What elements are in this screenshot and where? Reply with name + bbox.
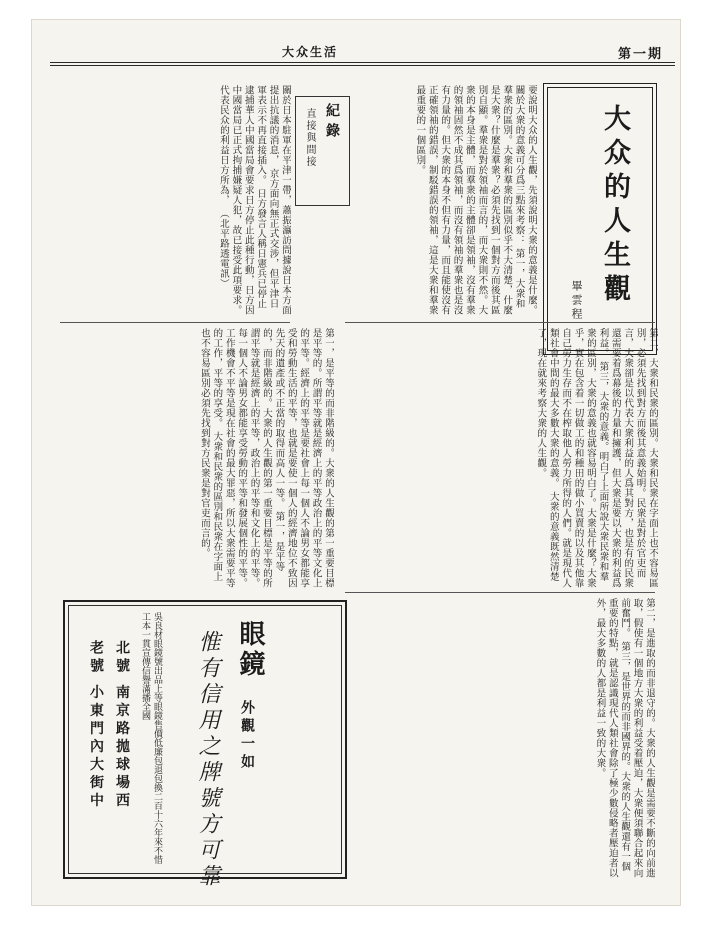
article-left-1: 第一，是平等的，而非階級的。大衆的人生觀的第一重要目標是平等的所謂平等就是經濟上的平等，政治上的平等和文化上的平等。 [248,328,285,588]
article-para-2: 關於大衆的意義可分爲三點來考察： [513,85,525,245]
article-left-2: 每一個人不論男女都能享受勞動的平等和發展個性的平等。工作機會不平等是現在社會的最大罪惡，所以大衆需要平等的工作，平等的享受。 [211,328,248,588]
article-para-3: 第一，大衆和羣衆的區別。大衆和羣衆的區別似乎不大清楚，什麼是大衆？什麼是羣衆？必須先找到一個對方而後其區別自顯。羣衆是對於領袖而言的，而大衆則不然。大衆的本身是主體，而羣衆的主體卻是領袖，沒有羣衆的領袖固然不成其爲領袖，而沒有領袖的羣衆也是沒有力量的。但大衆的本身不但有力量，而且能使沒有正確領袖的錯誤，制駁錯誤的領袖，這是大衆和羣衆最重要的一個區別。 [414,85,525,315]
article-para-6: 大衆的意義既然清楚了，現在就來考察大衆的人生觀。 [535,328,559,582]
memo-body [76,85,291,315]
ad-small-print: 吳良材眼鏡號出品上等眼鏡售價低廉包退包換二百十六年來不惜工本一貫宣傳信譽滿播全國 [140,612,162,864]
ad-main-text: 眼鏡 [235,620,265,680]
article-para-9: 第三，是世界的而非國界的。大衆的人生觀還有一個重要的特點，就是認識現代人類社會除了極少數侵略者壓迫者以外，最大多數的人都是利益一致的大衆。 [594,598,631,878]
memo-title: 紀錄 [324,103,340,143]
memo-source: （北平路透電訊） [217,208,229,289]
article-body-bottom [350,598,655,878]
memo-para-2: 京方面向無正式交涉，但平津日軍表示不再直接插入。 [255,85,279,309]
article-para-4: 第二，大衆和民衆的區別。大衆和民衆在字面上也不容易區別，必須先找到對方而後其意義始明。民衆是對於官吏而言，大衆卻是以代表大衆利益的人爲其對方，也是有的民衆還需要着爲幕後的力量和擁護，但大衆是要以大衆的利益爲利益。 [597,328,658,588]
article-body-top [352,85,537,315]
memo-para-4: 代表民众的利益日方所為， [217,85,229,205]
article-body-middle-left [64,328,334,590]
memo-para-1: 關於日本駐軍在平津一帶，蕭振瀛訪問據說日本方面提出抗議的消息， [267,85,291,315]
article-left-3: 大衆和民衆的區別和民衆在字面上也不容易區別必須先找到對方民衆是對官吏而言的。 [198,328,223,582]
article-para-5: 第三，大衆的意義。明白了上面所說大衆民衆和羣衆的區別，大衆的意義也就容易明白了。大衆是什麼？大衆乎，實在包含着一切做工的和種田的做小買賣的以及其他靠自己勞力生存而不在榨取他人勞力所得的人們。就是現代人類社會中間的最大多數大衆的意義。 [547,328,609,588]
header-rule-inner [50,65,675,66]
ad-address-old: 老號 小東門內大街中 [88,640,104,811]
article-para-7: 第一，是平等的而非階級的。大衆的人生觀的第一重要目標是平等的。所謂平等就是經濟上的平等政治上的平等文化上的平等。經濟上的平等是要社會上每一個人不論男女都能享受和勞動生活的平等，也就是要使一個人的經濟地位不致因先天的遺產或不正當的取得而高人一等。 [273,328,334,588]
ad-sub-text: 外觀一如 [239,700,255,772]
article-body-middle-right [340,328,658,590]
article-para-8: 第二，是進取的而非退守的。大衆的人生觀是需要不斷的向前進取，假使有一個地方大衆的利益受着壓迫，大衆便須聯合起來向前奮鬥。 [619,598,655,878]
memo-subtitle: 直接與間接 [304,108,315,168]
article-author: 畢雲程 [570,280,583,322]
memo-para-3: 日方發言人稱日憲兵已停止逮捕華人中國當局會要求日方停止此種行動，日方因中國當局已正式拘捕嫌疑人犯，故已接受此項要求。 [230,85,267,315]
section-divider-right-2 [345,592,655,593]
header-rule [50,62,675,63]
ad-slogan: 惟有信用之牌號方可靠 [195,630,220,890]
magazine-name: 大众生活 [282,45,339,59]
article-para-1: 要說明大众的人生觀，先須說明大衆的意義是什麼。 [526,85,537,315]
section-divider-left [60,322,290,323]
section-divider-right [345,322,655,323]
article-title: 大众的人生觀 [599,104,630,308]
page-number: 第一期 [618,47,664,62]
ad-address-north: 北號 南京路拋球場西 [114,640,130,811]
